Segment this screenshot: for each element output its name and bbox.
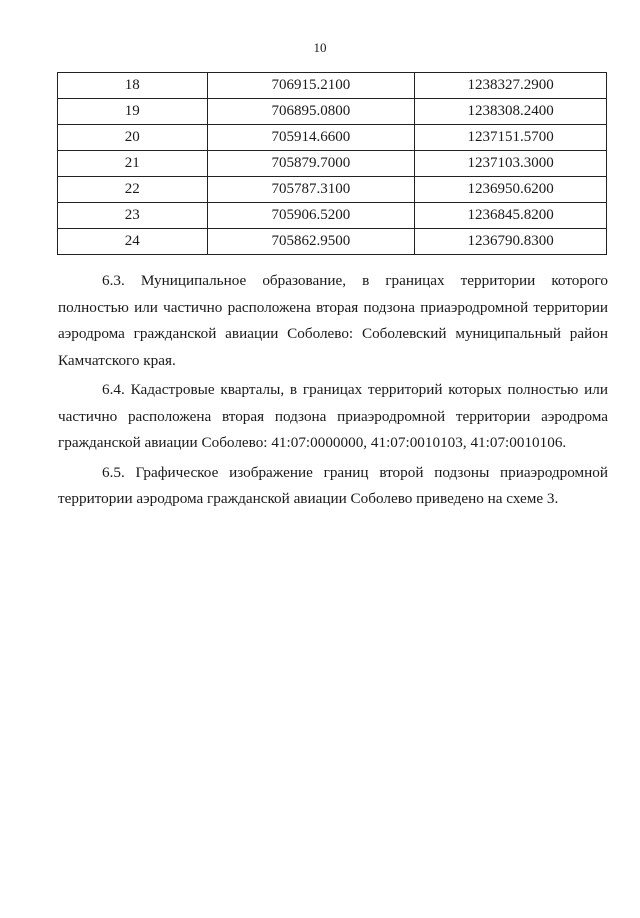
x-coordinate-cell: 706915.2100 [207,73,415,99]
y-coordinate-cell: 1236845.8200 [415,203,607,229]
body-text [58,268,608,513]
table-row [58,99,607,125]
table-row [58,229,607,255]
x-coordinate-cell: 705787.3100 [207,177,415,203]
paragraph-6-3: 6.3. Муниципальное образование, в границах территории которого полностью или частично расположена вторая подзона приаэродромной территории аэродрома гражданской авиации Соболево: Соболевский муниципальный район Камчатского края. [58,272,608,369]
page-number: 10 [313,40,327,55]
point-number-cell: 23 [58,203,208,229]
point-number-cell: 21 [58,151,208,177]
coordinates-table [57,72,607,255]
paragraph-6-4: 6.4. Кадастровые кварталы, в границах территорий которых полностью или частично расположена вторая подзона приаэродромной территории аэродрома гражданской авиации Соболево: 41:07:0000000, 41:07:0010103, 41:07:0010106. [58,381,608,451]
point-number-cell: 24 [58,229,208,255]
table-row [58,125,607,151]
y-coordinate-cell: 1238308.2400 [415,99,607,125]
point-number-cell: 18 [58,73,208,99]
point-number-cell: 22 [58,177,208,203]
x-coordinate-cell: 705862.9500 [207,229,415,255]
y-coordinate-cell: 1237103.3000 [415,151,607,177]
x-coordinate-cell: 706895.0800 [207,99,415,125]
table-row [58,177,607,203]
y-coordinate-cell: 1236950.6200 [415,177,607,203]
y-coordinate-cell: 1236790.8300 [415,229,607,255]
paragraph-6-5: 6.5. Графическое изображение границ второй подзоны приаэродромной территории аэродрома гражданской авиации Соболево приведено на схеме 3. [58,463,608,507]
table-row [58,151,607,177]
x-coordinate-cell: 705906.5200 [207,203,415,229]
point-number-cell: 19 [58,99,208,125]
table-row [58,73,607,99]
y-coordinate-cell: 1237151.5700 [415,125,607,151]
y-coordinate-cell: 1238327.2900 [415,73,607,99]
point-number-cell: 20 [58,125,208,151]
x-coordinate-cell: 705914.6600 [207,125,415,151]
x-coordinate-cell: 705879.7000 [207,151,415,177]
table-row [58,203,607,229]
